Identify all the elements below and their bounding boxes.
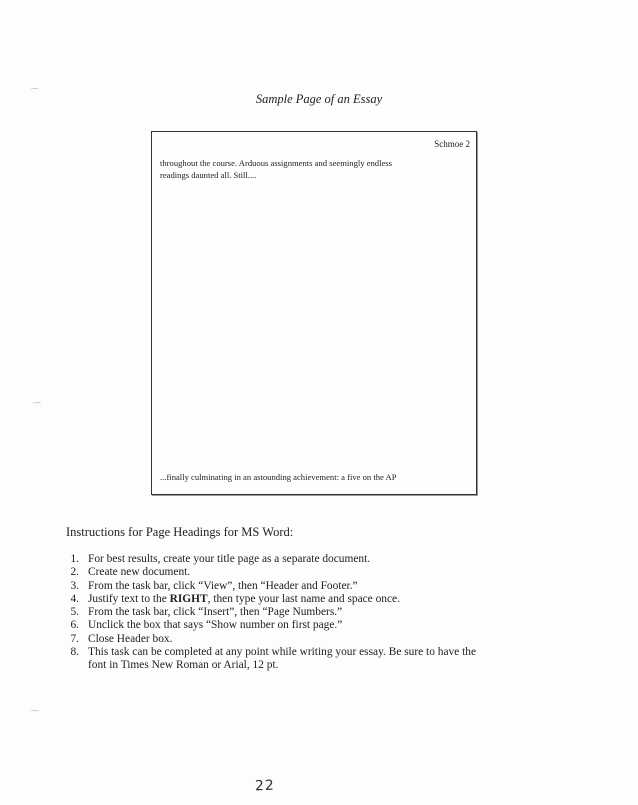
step-text: From the task bar, click “View”, then “Header and Footer.” bbox=[88, 579, 358, 592]
step-number: 7. bbox=[70, 632, 79, 645]
list-item bbox=[66, 619, 586, 632]
step-number: 3. bbox=[70, 579, 79, 592]
scan-artifact bbox=[30, 710, 40, 713]
step-text-part: Justify text to the bbox=[88, 592, 170, 605]
sample-body-line: throughout the course. Arduous assignments and seemingly endless bbox=[160, 158, 392, 168]
step-number: 2. bbox=[70, 566, 79, 579]
list-item bbox=[66, 633, 586, 646]
list-item bbox=[66, 606, 586, 619]
step-number: 6. bbox=[70, 619, 79, 632]
handwritten-page-number: 22 bbox=[254, 777, 276, 795]
sample-page-header: Schmoe 2 bbox=[434, 139, 470, 149]
step-text: Create new document. bbox=[88, 566, 191, 579]
step-number: 1. bbox=[70, 553, 79, 565]
step-text-line: font in Times New Roman or Arial, 12 pt. bbox=[88, 659, 279, 672]
step-number: 5. bbox=[70, 606, 79, 619]
sample-ending-text: ...finally culminating in an astounding achievement: a five on the AP bbox=[160, 472, 397, 482]
step-text: From the task bar, click “Insert”, then “Page Numbers.” bbox=[88, 606, 343, 619]
sample-body-text bbox=[160, 158, 460, 181]
step-text bbox=[88, 646, 476, 671]
list-item bbox=[66, 646, 586, 673]
step-number: 8. bbox=[70, 646, 79, 659]
list-item bbox=[66, 580, 586, 593]
step-emphasis: RIGHT bbox=[169, 592, 208, 605]
step-text-line: This task can be completed at any point while writing your essay. Be sure to have the bbox=[88, 646, 477, 659]
step-text: Unclick the box that says “Show number on first page.” bbox=[88, 619, 343, 632]
sample-body-line: readings daunted all. Still.... bbox=[160, 169, 257, 180]
step-number: 4. bbox=[70, 592, 79, 605]
instructions-list bbox=[66, 553, 586, 673]
step-text: For best results, create your title page as a separate document. bbox=[88, 553, 371, 565]
list-item bbox=[66, 553, 586, 566]
instructions-heading: Instructions for Page Headings for MS Word: bbox=[66, 525, 294, 539]
sample-title: Sample Page of an Essay bbox=[255, 92, 383, 106]
list-item bbox=[66, 593, 586, 606]
scan-artifact bbox=[32, 402, 42, 405]
step-text: Close Header box. bbox=[88, 632, 173, 645]
step-text bbox=[88, 593, 400, 605]
step-text-part: , then type your last name and space once. bbox=[207, 592, 400, 605]
sample-essay-page bbox=[151, 131, 477, 495]
scan-artifact bbox=[30, 88, 40, 91]
list-item bbox=[66, 566, 586, 579]
